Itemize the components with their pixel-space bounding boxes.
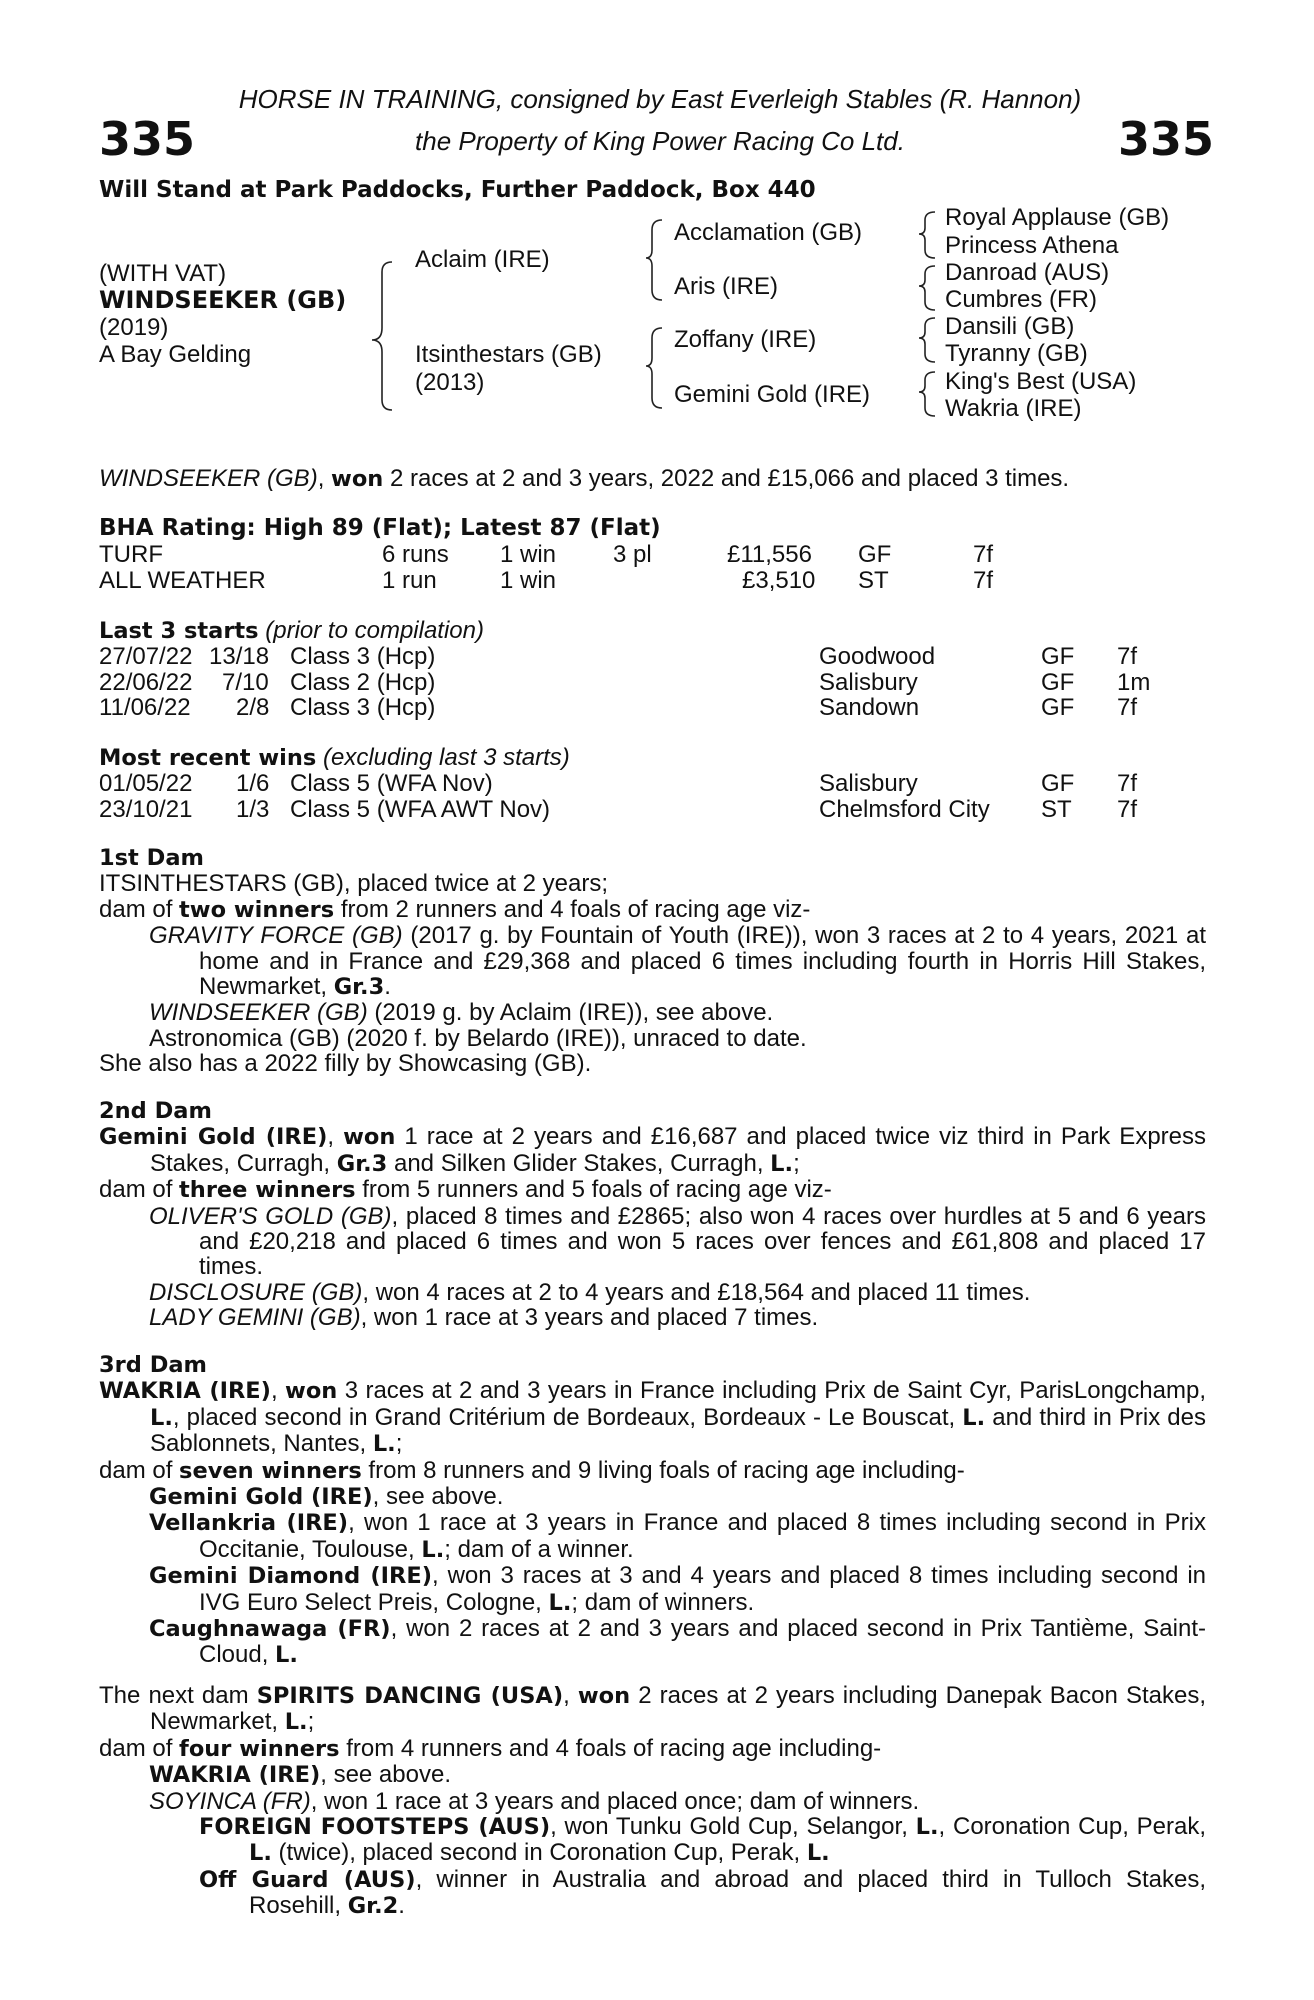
start-race: Class 2 (Hcp) bbox=[290, 669, 436, 696]
gg-6: Tyranny (GB) bbox=[945, 340, 1088, 367]
brace-g34 bbox=[919, 266, 935, 310]
text: from 4 runners and 4 foals of racing age including- bbox=[339, 1734, 882, 1762]
text: dam of bbox=[99, 895, 180, 923]
grade: Gr.2 bbox=[347, 1893, 399, 1920]
third-dam-record bbox=[99, 1378, 1206, 1457]
gg-2: Princess Athena bbox=[945, 232, 1119, 259]
rating-wins: 1 win bbox=[500, 541, 557, 568]
start-going: GF bbox=[1041, 643, 1075, 670]
listed: L. bbox=[372, 1431, 396, 1458]
sire-name: Aclaim (IRE) bbox=[415, 246, 550, 273]
start-course: Goodwood bbox=[819, 643, 936, 670]
rating-surface: TURF bbox=[99, 541, 163, 568]
text: . bbox=[398, 1892, 405, 1920]
text: from 5 runners and 5 foals of racing age viz- bbox=[355, 1176, 832, 1204]
produce-entry bbox=[99, 1305, 1206, 1330]
text: , see above. bbox=[372, 1483, 504, 1511]
start-race: Class 3 (Hcp) bbox=[290, 694, 436, 721]
second-dam-produce-line bbox=[99, 1177, 1206, 1203]
brace-dam bbox=[646, 328, 662, 408]
next-dam-section bbox=[99, 1683, 1206, 1920]
win-position: 1/3 bbox=[236, 796, 270, 823]
win-course: Salisbury bbox=[819, 770, 918, 797]
rating-distance: 7f bbox=[973, 567, 994, 594]
last-starts-title: Last 3 starts bbox=[99, 618, 259, 644]
text: , bbox=[270, 1377, 286, 1405]
text: dam of bbox=[99, 1456, 180, 1484]
rating-surface: ALL WEATHER bbox=[99, 567, 266, 594]
produce-name: WAKRIA (IRE) bbox=[149, 1762, 321, 1789]
win-distance: 7f bbox=[1117, 770, 1138, 797]
listed: L. bbox=[421, 1536, 445, 1563]
listed: L. bbox=[962, 1404, 986, 1431]
produce-entry bbox=[99, 1563, 1206, 1616]
text: The next dam bbox=[99, 1682, 257, 1709]
text: (twice), placed second in Coronation Cup, Perak, bbox=[271, 1839, 807, 1867]
lot-number-right: 335 bbox=[1118, 112, 1215, 166]
text: from 2 runners and 4 foals of racing age viz- bbox=[334, 895, 811, 923]
win-date: 23/10/21 bbox=[99, 796, 193, 823]
text: 3 races at 2 and 3 years in France including Prix de Saint Cyr, ParisLongchamp, bbox=[337, 1377, 1207, 1405]
grand-produce-entry bbox=[99, 1814, 1206, 1867]
text: dam of bbox=[99, 1176, 180, 1204]
first-dam-note: She also has a 2022 filly by Showcasing (GB). bbox=[99, 1050, 592, 1078]
consignor-line: HORSE IN TRAINING, consigned by East Everleigh Stables (R. Hannon) bbox=[238, 84, 1082, 114]
produce-name: WINDSEEKER (GB) bbox=[149, 999, 368, 1027]
rating-prize: £3,510 bbox=[742, 567, 816, 594]
produce-entry bbox=[99, 1280, 1206, 1305]
rating-going: GF bbox=[858, 541, 892, 568]
dam-year: (2013) bbox=[415, 369, 485, 396]
produce-name: SOYINCA (FR) bbox=[149, 1787, 311, 1815]
text: 1 race at 2 years and £16,687 and placed twice viz third in Park Express Stakes, Curragh, bbox=[150, 1123, 1207, 1177]
text: , won 4 races at 2 to 4 years and £18,564 and placed 11 times. bbox=[362, 1278, 1031, 1306]
gg-5: Dansili (GB) bbox=[945, 313, 1075, 340]
text: ; dam of a winner. bbox=[444, 1535, 634, 1563]
win-race: Class 5 (WFA AWT Nov) bbox=[290, 796, 551, 823]
won-label: won bbox=[343, 1124, 396, 1151]
start-position: 13/18 bbox=[209, 643, 270, 670]
first-dam-line: ITSINTHESTARS (GB), placed twice at 2 years; bbox=[99, 870, 609, 898]
dam-dam-name: Gemini Gold (IRE) bbox=[674, 381, 871, 408]
produce-name: Gemini Diamond (IRE) bbox=[149, 1563, 432, 1590]
grade: Gr.3 bbox=[336, 1150, 388, 1177]
horse-year: (2019) bbox=[99, 314, 169, 341]
sire-dam-name: Aris (IRE) bbox=[674, 273, 778, 300]
text: , won 3 races at 3 and 4 years and placed 8 times including second in IVG Euro Select Preis, Cologne, bbox=[199, 1562, 1207, 1616]
produce-entry: Astronomica (GB) (2020 f. by Belardo (IRE)), unraced to date. bbox=[149, 1024, 807, 1052]
bha-rating-title: BHA Rating: High 89 (Flat); Latest 87 (Flat) bbox=[99, 515, 661, 541]
listed: L. bbox=[284, 1709, 308, 1736]
start-position: 2/8 bbox=[236, 694, 270, 721]
text: , Coronation Cup, Perak, bbox=[938, 1813, 1207, 1841]
dam-name: WAKRIA (IRE) bbox=[99, 1378, 271, 1405]
rating-places: 3 pl bbox=[613, 541, 652, 568]
brace-g56 bbox=[919, 318, 935, 362]
win-distance: 7f bbox=[1117, 796, 1138, 823]
produce-entry bbox=[99, 1616, 1206, 1669]
win-going: GF bbox=[1041, 770, 1075, 797]
summary-text: 2 races at 2 and 3 years, 2022 and £15,066 and placed 3 times. bbox=[383, 465, 1070, 492]
winners-count: two winners bbox=[179, 896, 335, 923]
rating-runs: 1 run bbox=[382, 567, 437, 594]
produce-entry bbox=[99, 1789, 1206, 1814]
rating-prize: £11,556 bbox=[727, 541, 812, 568]
winners-count: three winners bbox=[179, 1177, 356, 1204]
produce-entry bbox=[99, 1204, 1206, 1280]
produce-name: FOREIGN FOOTSTEPS (AUS) bbox=[199, 1814, 551, 1841]
recent-wins-title: Most recent wins bbox=[99, 745, 317, 771]
recent-wins-heading bbox=[99, 744, 570, 772]
recent-wins-subtitle: (excluding last 3 starts) bbox=[322, 744, 570, 771]
dam-name: SPIRITS DANCING (USA) bbox=[256, 1683, 564, 1709]
gg-8: Wakria (IRE) bbox=[945, 395, 1082, 422]
listed: L. bbox=[770, 1150, 794, 1177]
text: , see above. bbox=[320, 1761, 451, 1789]
text: , placed second in Grand Critérium de Bordeaux, Bordeaux - Le Bouscat, bbox=[172, 1403, 963, 1431]
produce-entry bbox=[99, 1510, 1206, 1563]
horse-name: WINDSEEKER (GB) bbox=[99, 286, 347, 314]
start-race: Class 3 (Hcp) bbox=[290, 643, 436, 670]
gg-3: Danroad (AUS) bbox=[945, 259, 1110, 286]
second-dam-record bbox=[99, 1124, 1206, 1177]
start-going: GF bbox=[1041, 694, 1075, 721]
gg-4: Cumbres (FR) bbox=[945, 286, 1098, 313]
text: , bbox=[327, 1123, 344, 1151]
owner-line: the Property of King Power Racing Co Ltd. bbox=[415, 126, 905, 156]
gg-7: King's Best (USA) bbox=[945, 368, 1137, 395]
produce-name: DISCLOSURE (GB) bbox=[149, 1278, 363, 1306]
won-label: won bbox=[577, 1683, 631, 1709]
summary-sep: , bbox=[317, 465, 332, 492]
text: ; bbox=[307, 1708, 315, 1736]
text: and Silken Glider Stakes, Curragh, bbox=[387, 1149, 771, 1177]
start-course: Salisbury bbox=[819, 669, 918, 696]
listed: L. bbox=[915, 1814, 939, 1841]
third-dam-produce-line bbox=[99, 1458, 1206, 1484]
won-label: won bbox=[285, 1378, 338, 1405]
text: (2017 g. by Fountain of Youth (IRE)), won 3 races at 2 to 4 years, 2021 at home and in France and £29,368 and placed 6 times including fourth in Horris Hill Stakes, Newmarket, bbox=[199, 922, 1206, 1001]
win-going: ST bbox=[1041, 796, 1072, 823]
listed: L. bbox=[548, 1589, 572, 1616]
text: . bbox=[384, 973, 391, 1001]
brace-main bbox=[372, 262, 392, 410]
rating-runs: 6 runs bbox=[382, 541, 449, 568]
third-dam-title: 3rd Dam bbox=[99, 1352, 207, 1378]
stand-location: Will Stand at Park Paddocks, Further Paddock, Box 440 bbox=[99, 177, 816, 203]
grade: Gr.3 bbox=[333, 974, 385, 1001]
start-distance: 7f bbox=[1117, 694, 1138, 721]
win-position: 1/6 bbox=[236, 770, 270, 797]
rating-wins: 1 win bbox=[500, 567, 557, 594]
start-distance: 7f bbox=[1117, 643, 1138, 670]
text: , winner in Australia and abroad and placed third in Tulloch Stakes, Rosehill, bbox=[249, 1865, 1207, 1920]
listed: L. bbox=[806, 1840, 830, 1867]
summary-horse-name: WINDSEEKER (GB) bbox=[99, 465, 318, 492]
text: and third in Prix des Sablonnets, Nantes, bbox=[150, 1403, 1206, 1458]
dam-name: Gemini Gold (IRE) bbox=[99, 1124, 328, 1151]
text: (2019 g. by Aclaim (IRE)), see above. bbox=[367, 999, 774, 1027]
first-dam-section bbox=[99, 845, 1206, 1077]
win-course: Chelmsford City bbox=[819, 796, 990, 823]
rating-distance: 7f bbox=[973, 541, 994, 568]
dam-name: Itsinthestars (GB) bbox=[415, 341, 602, 368]
produce-name: Gemini Gold (IRE) bbox=[149, 1484, 373, 1511]
produce-name: OLIVER'S GOLD (GB) bbox=[149, 1202, 392, 1230]
win-date: 01/05/22 bbox=[99, 770, 193, 797]
first-dam-title: 1st Dam bbox=[99, 845, 204, 871]
lot-number-left: 335 bbox=[99, 112, 196, 166]
produce-name: Caughnawaga (FR) bbox=[149, 1616, 391, 1643]
listed: L. bbox=[150, 1404, 173, 1431]
produce-name: Off Guard (AUS) bbox=[199, 1866, 416, 1893]
text: dam of bbox=[99, 1734, 180, 1762]
vat-label: (WITH VAT) bbox=[99, 260, 227, 287]
produce-entry bbox=[99, 1000, 1206, 1025]
text: , won 1 race at 3 years and placed 7 times. bbox=[360, 1304, 819, 1332]
text: , won 1 race at 3 years and placed once; dam of winners. bbox=[310, 1787, 920, 1815]
start-date: 27/07/22 bbox=[99, 643, 193, 670]
text: from 8 runners and 9 living foals of racing age including- bbox=[361, 1456, 965, 1484]
produce-entry bbox=[99, 923, 1206, 1000]
dam-sire-name: Zoffany (IRE) bbox=[674, 326, 817, 353]
text: 2 races at 2 years including Danepak Bacon Stakes, Newmarket, bbox=[150, 1682, 1206, 1736]
grand-produce-entry bbox=[99, 1867, 1206, 1920]
text: ; bbox=[793, 1149, 800, 1177]
first-dam-produce-line bbox=[99, 897, 1206, 923]
sire-sire-name: Acclamation (GB) bbox=[674, 219, 863, 246]
text: ; dam of winners. bbox=[571, 1588, 755, 1616]
start-course: Sandown bbox=[819, 694, 920, 721]
brace-g12 bbox=[919, 212, 935, 258]
horse-description: A Bay Gelding bbox=[99, 341, 252, 368]
third-dam-section bbox=[99, 1352, 1206, 1669]
brace-g78 bbox=[919, 372, 935, 416]
winners-count: four winners bbox=[179, 1735, 340, 1762]
start-date: 11/06/22 bbox=[99, 694, 191, 721]
brace-sire bbox=[646, 220, 662, 300]
text: , won 2 races at 2 and 3 years and placed second in Prix Tantième, Saint-Cloud, bbox=[199, 1615, 1206, 1669]
start-distance: 1m bbox=[1117, 669, 1151, 696]
listed: L. bbox=[275, 1642, 298, 1669]
produce-name: LADY GEMINI (GB) bbox=[149, 1304, 361, 1332]
last-starts-heading bbox=[99, 617, 484, 645]
gg-1: Royal Applause (GB) bbox=[945, 204, 1170, 231]
last-starts-subtitle: (prior to compilation) bbox=[265, 617, 484, 644]
second-dam-title: 2nd Dam bbox=[99, 1098, 212, 1124]
start-position: 7/10 bbox=[222, 669, 269, 696]
start-date: 22/06/22 bbox=[99, 669, 193, 696]
winners-count: seven winners bbox=[179, 1457, 362, 1484]
start-going: GF bbox=[1041, 669, 1075, 696]
text: , bbox=[563, 1682, 578, 1709]
second-dam-section bbox=[99, 1098, 1206, 1331]
listed: L. bbox=[249, 1840, 272, 1867]
text: , won Tunku Gold Cup, Selangor, bbox=[550, 1813, 916, 1841]
text: , won 1 race at 3 years in France and placed 8 times including second in Prix Occitanie, Toulouse, bbox=[199, 1509, 1206, 1563]
produce-name: GRAVITY FORCE (GB) bbox=[149, 922, 403, 950]
text: ; bbox=[395, 1430, 403, 1458]
rating-going: ST bbox=[858, 567, 889, 594]
next-dam-record bbox=[99, 1683, 1206, 1736]
produce-entry bbox=[99, 1484, 1206, 1510]
win-race: Class 5 (WFA Nov) bbox=[290, 770, 493, 797]
race-summary bbox=[99, 465, 1069, 493]
produce-entry bbox=[99, 1762, 1206, 1788]
next-dam-produce-line bbox=[99, 1736, 1206, 1762]
text: , placed 8 times and £2865; also won 4 races over hurdles at 5 and 6 years and £20,218 and placed 6 times and won 5 races over fences and £61,808 and placed 17 times. bbox=[199, 1202, 1206, 1281]
produce-name: Vellankria (IRE) bbox=[149, 1510, 349, 1537]
summary-won: won bbox=[331, 466, 384, 492]
